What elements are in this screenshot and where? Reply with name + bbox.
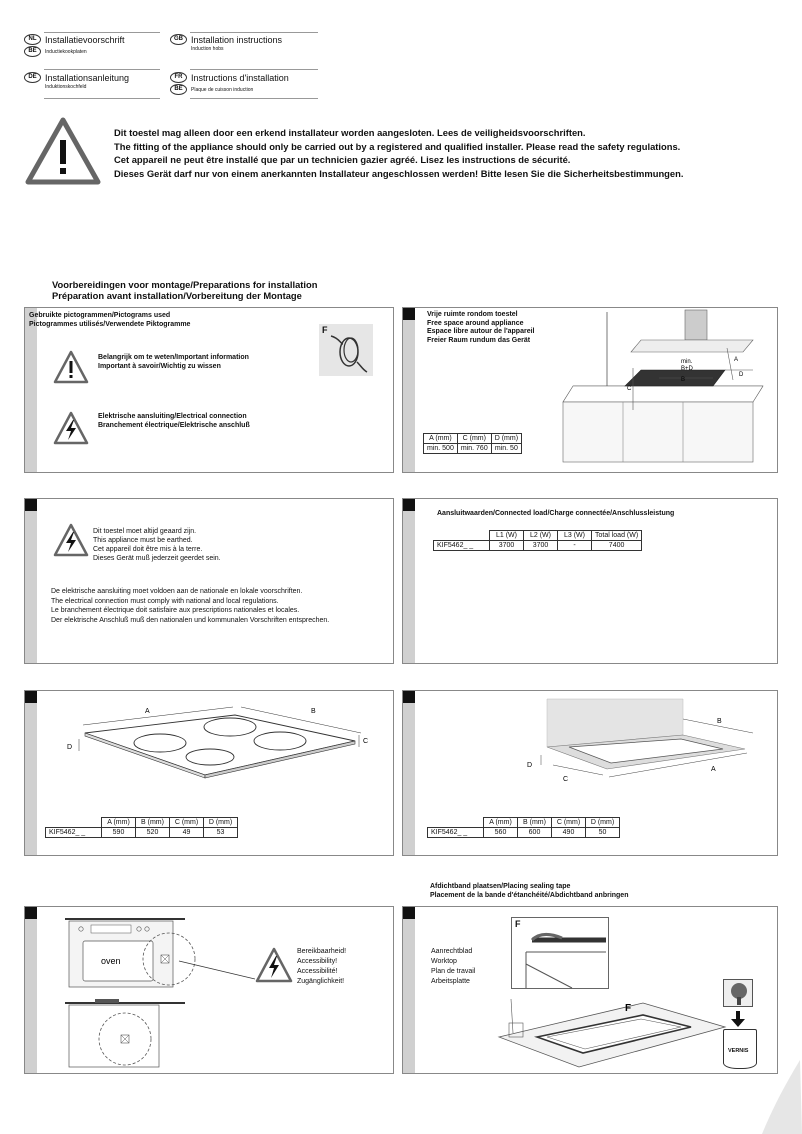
- worktop-text: [431, 947, 475, 987]
- hob-value-b: 520: [136, 828, 170, 838]
- important-warning-icon: [53, 350, 89, 384]
- load-value-l3: -: [558, 541, 592, 551]
- warning-icon: [24, 116, 102, 186]
- electric-text-2: Branchement électrique/Elektrische anschluß: [98, 422, 250, 429]
- lang-sub-nl: Inductiekookplaten: [45, 48, 87, 55]
- lang-sub-gb: Induction hobs: [191, 46, 224, 52]
- lang-badge-fr: FR: [170, 72, 187, 83]
- space-value-c: min. 760: [457, 444, 491, 454]
- lang-badge-nl: NL: [24, 34, 41, 45]
- worktop-line-2: Worktop: [431, 958, 457, 965]
- hob-model: KIF5462_ _: [46, 828, 102, 838]
- cutout-value-b: 600: [518, 828, 552, 838]
- table-row: [434, 541, 642, 551]
- sealing-title: [430, 882, 628, 900]
- hob-diagram: [65, 699, 385, 795]
- cable-label: F: [322, 325, 328, 335]
- space-line-4: Freier Raum rundum das Gerät: [427, 336, 531, 344]
- space-line-2: Free space around appliance: [427, 319, 524, 327]
- lang-sub-de: Induktionskochfeld: [45, 84, 87, 90]
- space-b-label: B: [681, 377, 686, 383]
- hob-label-c: C: [363, 738, 369, 745]
- earth-line-4: Dieses Gerät muß jederzeit geerdet sein.: [93, 555, 221, 562]
- cable-picture: [319, 324, 373, 376]
- oven-label: oven: [101, 956, 121, 966]
- hob-header-a: A (mm): [102, 818, 136, 828]
- load-header-l1: L1 (W): [490, 531, 524, 541]
- load-title: Aansluitwaarden/Connected load/Charge connectée/Anschlussleistung: [437, 510, 675, 517]
- cutout-header-c: C (mm): [552, 818, 586, 828]
- tape-detail-icon: [512, 918, 610, 990]
- lang-block-de: [24, 72, 160, 90]
- load-value-l2: 3700: [524, 541, 558, 551]
- lang-title-nl: Installatievoorschrift: [45, 34, 125, 45]
- important-text-2: Important à savoir/Wichtig zu wissen: [98, 363, 221, 370]
- cutout-value-d: 50: [586, 828, 620, 838]
- table-row: [428, 818, 620, 828]
- warning-line-nl: Dit toestel mag alleen door een erkend installateur worden aangesloten. Lees de veiligheidsvoorschriften.: [114, 127, 586, 138]
- table-row: [434, 531, 642, 541]
- space-table: [423, 433, 522, 454]
- cutout-label-c: C: [563, 776, 569, 783]
- warning-text: [114, 126, 683, 180]
- lang-title-fr: Instructions d'installation: [191, 72, 289, 83]
- space-line-1: Vrije ruimte rondom toestel: [427, 311, 518, 318]
- hob-header-b: B (mm): [136, 818, 170, 828]
- regulations-line-2: The electrical connection must comply with national and local regulations.: [51, 597, 279, 605]
- cutout-value-c: 490: [552, 828, 586, 838]
- worktop-line-3: Plan de travail: [431, 968, 476, 975]
- worktop-f-label: F: [625, 1003, 632, 1014]
- kitchen-diagram: [563, 308, 778, 474]
- lang-badge-gb: GB: [170, 34, 187, 45]
- cutout-header-d: D (mm): [586, 818, 620, 828]
- space-head: [427, 311, 534, 345]
- preparations-title-2: Préparation avant installation/Vorbereitung der Montage: [52, 290, 302, 301]
- cutout-label-b: B: [717, 718, 722, 725]
- space-c-label: C: [627, 386, 632, 392]
- load-table: [433, 530, 642, 551]
- worktop-diagram: [493, 987, 733, 1073]
- electric-text-1: Elektrische aansluiting/Electrical connection: [98, 413, 247, 420]
- table-row: [46, 828, 238, 838]
- cable-icon: [319, 324, 373, 376]
- access-diagram: [65, 911, 225, 1071]
- hob-header-c: C (mm): [170, 818, 204, 828]
- space-min-label: min.: [681, 359, 693, 365]
- lang-badge-be: BE: [24, 46, 41, 57]
- load-header-l2: L2 (W): [524, 531, 558, 541]
- access-line-4: Zugänglichkeit!: [297, 978, 345, 985]
- space-line-3: Espace libre autour de l'appareil: [427, 328, 535, 335]
- regulations-line-1: De elektrische aansluiting moet voldoen aan de nationale en lokale voorschriften.: [51, 588, 303, 595]
- panel-connected-load: [402, 498, 778, 664]
- electric-warning-icon: [53, 411, 89, 445]
- table-row: [424, 444, 522, 454]
- electric-text: [98, 412, 250, 430]
- access-line-3: Accessibilité!: [297, 968, 338, 975]
- space-header-a: A (mm): [424, 434, 458, 444]
- sealant-tree-picture: [723, 979, 753, 1007]
- detail-f-label: F: [515, 919, 521, 929]
- panel-sealing-tape: [402, 906, 778, 1074]
- cutout-header-a: A (mm): [484, 818, 518, 828]
- table-row: [46, 818, 238, 828]
- preparations-title: [52, 279, 318, 301]
- panel-cutout-dimensions: [402, 690, 778, 856]
- space-a-label: A: [734, 357, 739, 363]
- warning-line-fr: Cet appareil ne peut être installé que par un technicien gazier agréé. Lisez les instructions de sécurité.: [114, 154, 571, 165]
- load-value-total: 7400: [592, 541, 642, 551]
- cutout-value-a: 560: [484, 828, 518, 838]
- access-electric-icon: [255, 947, 293, 983]
- earth-text: [93, 527, 221, 563]
- lang-title-gb: Installation instructions: [191, 34, 283, 45]
- panel-hob-dimensions: [24, 690, 394, 856]
- panel-pictograms: [24, 307, 394, 473]
- table-row: [424, 434, 522, 444]
- page-curl-decoration: [752, 1060, 802, 1134]
- hob-table: [45, 817, 238, 838]
- load-model: KIF5462_ _: [434, 541, 490, 551]
- hob-value-d: 53: [204, 828, 238, 838]
- sealing-detail: [511, 917, 609, 989]
- panel-free-space: [402, 307, 778, 473]
- lang-block-fr: [170, 72, 318, 95]
- hob-value-a: 590: [102, 828, 136, 838]
- earth-line-2: This appliance must be earthed.: [93, 537, 193, 544]
- cutout-label-d: D: [527, 762, 533, 769]
- warning-line-de: Dieses Gerät darf nur von einem anerkannten Installateur angeschlossen werden! Bitte lesen Sie die Sicherheitsbestimmungen.: [114, 167, 684, 179]
- pictograms-head-2: Pictogrammes utilisés/Verwendete Piktogramme: [29, 321, 191, 328]
- lang-block-gb: [170, 34, 318, 52]
- regulations-line-4: Der elektrische Anschluß muß den nationalen und kommunalen Vorschriften entsprechen.: [51, 616, 330, 624]
- space-value-d: min. 50: [491, 444, 521, 454]
- sealing-title-2: Placement de la bande d'étanchéité/Abdichtband anbringen: [430, 892, 629, 899]
- load-header-l3: L3 (W): [558, 531, 592, 541]
- regulations-text: [51, 587, 329, 625]
- earth-line-1: Dit toestel moet altijd geaard zijn.: [93, 528, 197, 535]
- panel-earthing: [24, 498, 394, 664]
- regulations-line-3: Le branchement électrique doit satisfaire aux prescriptions nationales et locales.: [51, 607, 300, 614]
- tree-icon: [724, 980, 754, 1008]
- hob-label-d: D: [67, 744, 73, 751]
- load-header-total: Total load (W): [592, 531, 642, 541]
- hob-header-d: D (mm): [204, 818, 238, 828]
- table-row: [428, 828, 620, 838]
- down-arrow-icon: [731, 1011, 745, 1027]
- worktop-line-1: Aanrechtblad: [431, 948, 473, 955]
- varnish-label: VERNIS: [728, 1048, 749, 1054]
- hob-label-b: B: [311, 708, 316, 715]
- preparations-title-1: Voorbereidingen voor montage/Preparations for installation: [52, 279, 318, 290]
- hob-value-c: 49: [170, 828, 204, 838]
- cutout-table: [427, 817, 620, 838]
- space-value-a: min. 500: [424, 444, 458, 454]
- lang-badge-be2: BE: [170, 84, 187, 95]
- space-header-d: D (mm): [491, 434, 521, 444]
- space-d-label: D: [739, 372, 744, 378]
- accessibility-text: [297, 947, 346, 987]
- earth-electric-icon: [53, 523, 89, 557]
- warning-line-gb: The fitting of the appliance should only be carried out by a registered and qualified installer. Please read the safety regulations.: [114, 140, 681, 152]
- pictograms-head-1: Gebruikte pictogrammen/Pictograms used: [29, 312, 171, 319]
- load-value-l1: 3700: [490, 541, 524, 551]
- important-text-1: Belangrijk om te weten/Important information: [98, 354, 249, 361]
- cutout-model: KIF5462_ _: [428, 828, 484, 838]
- lang-badge-de: DE: [24, 72, 41, 83]
- cutout-header-b: B (mm): [518, 818, 552, 828]
- lang-block-nl: [24, 34, 160, 57]
- panel-accessibility: [24, 906, 394, 1074]
- space-bd-label: B+D: [681, 366, 693, 372]
- lang-title-de: Installationsanleitung: [45, 72, 130, 83]
- cutout-label-a: A: [711, 766, 716, 773]
- worktop-line-4: Arbeitsplatte: [431, 978, 470, 985]
- sealing-title-1: Afdichtband plaatsen/Placing sealing tape: [430, 883, 571, 890]
- cutout-diagram: [513, 697, 773, 789]
- access-line-1: Bereikbaarheid!: [297, 948, 347, 955]
- pictograms-head: [29, 311, 190, 329]
- access-line-2: Accessibility!: [297, 958, 338, 965]
- space-header-c: C (mm): [457, 434, 491, 444]
- hob-label-a: A: [145, 708, 150, 715]
- earth-line-3: Cet appareil doit être mis à la terre.: [93, 546, 203, 553]
- lang-sub-fr: Plaque de cuisson induction: [191, 86, 254, 93]
- important-text: [98, 353, 249, 371]
